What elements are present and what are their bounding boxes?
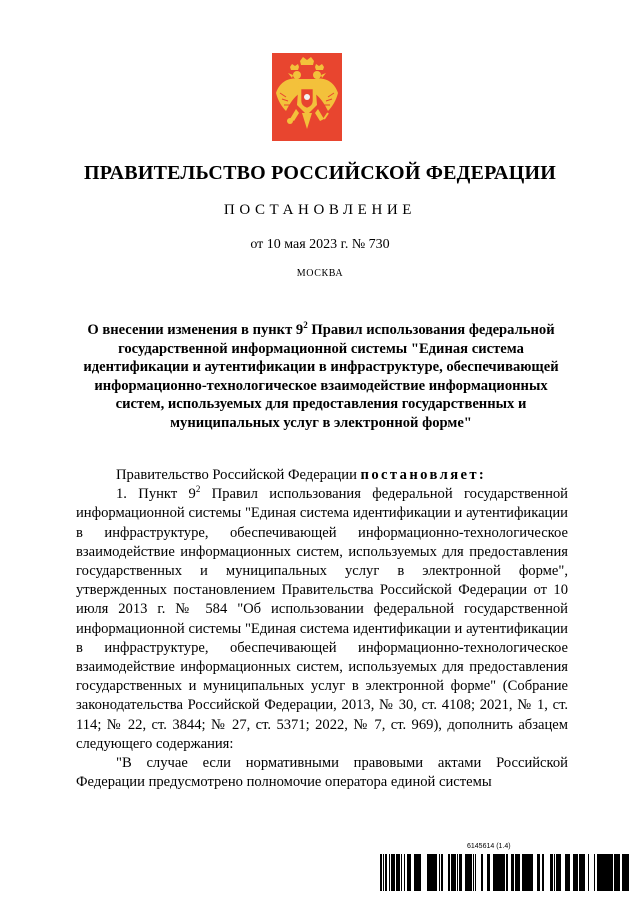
decree-word: постановляет: [360,467,487,483]
document-date-number: от 10 мая 2023 г. № 730 [250,237,390,252]
barcode-block [379,843,629,893]
paragraph-1-superscript: 2 [195,484,201,495]
barcode-image [379,854,629,891]
paragraph-1 [76,485,568,754]
heading-part-1: О внесении изменения в пункт 9 [87,322,304,338]
paragraph-1-start: 1. Пункт 9 [116,486,196,503]
heading-part-2: Правил использования федеральной государственной информационной системы "Единая система идентификации и аутентификации в инфраструктуре, обеспечивающей информационно-технологическое взаимодействие информационных систем, используемых для предоставления государственных и муниципальных услуг в электронной форме" [83,322,559,431]
government-title: ПРАВИТЕЛЬСТВО РОССИЙСКОЙ ФЕДЕРАЦИИ [84,162,556,184]
intro-text: Правительство Российской Федерации [116,467,361,483]
document-type: ПОСТАНОВЛЕНИЕ [223,202,417,218]
paragraph-2: "В случае если нормативными правовыми актами Российской Федерации предусмотрено полномочие оператора единой системы [76,755,568,791]
barcode-number: 6145614 (1.4) [467,843,511,850]
document-body [76,466,568,792]
document-heading [76,321,566,432]
paragraph-1-text: Правил использования федеральной государственной информационной системы "Единая система идентификации и аутентификации в инфраструктуре, обеспечивающей информационно-технологическое взаимодействие информационных систем, используемых для предоставления государственных и муниципальных услуг в электронной форме", утвержденных постановлением Правительства Российской Федерации от 10 июля 2013 г. № 584 "Об использовании федеральной государственной информационной системы "Единая система идентификации и аутентификации в инфраструктуре, обеспечивающей информационно-технологическое взаимодействие информационных систем, используемых для предоставления государственных и муниципальных услуг в электронной форме" (Собрание законодательства Российской Федерации, 2013, № 30, ст. 4108; 2021, № 1, ст. 114; № 22, ст. 3844; № 27, ст. 5371; 2022, № 7, ст. 969), дополнить абзацем следующего содержания: [76,486,568,752]
document-city: МОСКВА [296,268,344,279]
coat-of-arms-emblem [272,53,342,141]
intro-paragraph [76,466,568,485]
heading-superscript: 2 [303,320,308,331]
